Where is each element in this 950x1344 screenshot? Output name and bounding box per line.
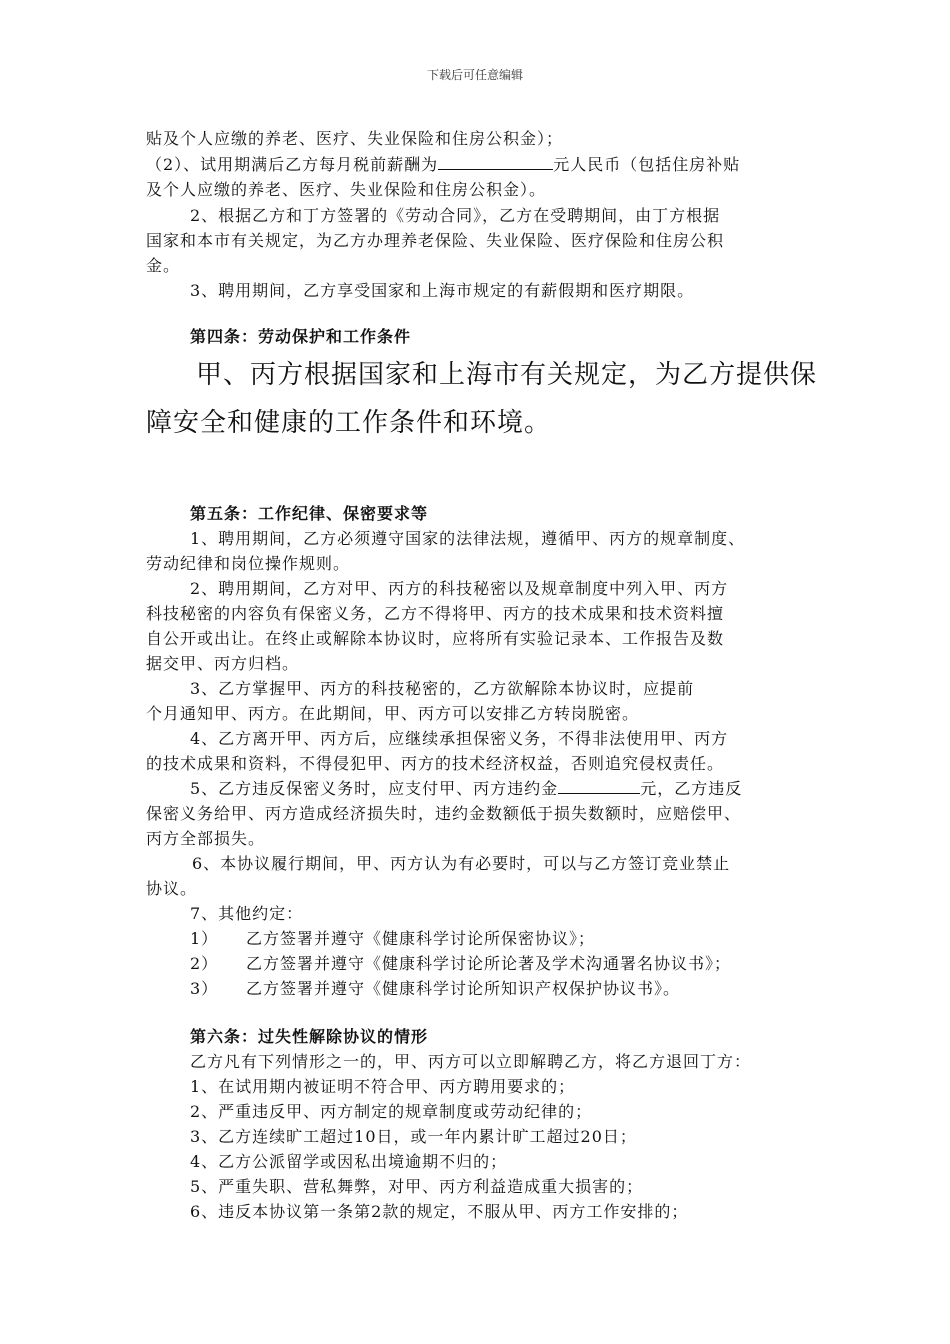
text-line: 7、其他约定： <box>190 904 304 923</box>
penalty-blank <box>558 779 640 794</box>
text-line: 贴及个人应缴的养老、医疗、失业保险和住房公积金）； <box>146 129 564 148</box>
text-line: 劳动纪律和岗位操作规则。 <box>146 554 351 573</box>
list-number: 1） <box>190 929 219 948</box>
text-line: 3、乙方掌握甲、丙方的科技秘密的，乙方欲解除本协议时，应提前 <box>190 679 695 698</box>
text-line: 保密义务给甲、丙方造成经济损失时，违约金数额低于损失数额时，应赔偿甲、 <box>146 804 742 823</box>
text-segment: 5、乙方违反保密义务时，应支付甲、丙方违约金 <box>190 779 559 798</box>
text-line: 的技术成果和资料，不得侵犯甲、丙方的技术经济权益，否则追究侵权责任。 <box>146 754 725 773</box>
text-line: 6、本协议履行期间，甲、丙方认为有必要时，可以与乙方签订竞业禁止 <box>192 854 731 873</box>
text-line: 科技秘密的内容负有保密义务，乙方不得将甲、丙方的技术成果和技术资料擅 <box>146 604 725 623</box>
text-line: 5、严重失职、营私舞弊，对甲、丙方利益造成重大损害的； <box>190 1177 644 1196</box>
list-item: 乙方签署并遵守《健康科学讨论所保密协议》； <box>246 929 596 948</box>
list-number: 2） <box>190 954 219 973</box>
text-line: 4、乙方离开甲、丙方后，应继续承担保密义务，不得非法使用甲、丙方 <box>190 729 729 748</box>
page-header: 下载后可任意编辑 <box>426 68 523 82</box>
text-line: 金。 <box>146 256 181 275</box>
text-line: 2、聘用期间，乙方对甲、丙方的科技秘密以及规章制度中列入甲、丙方 <box>190 579 729 598</box>
section-heading-6: 第六条：过失性解除协议的情形 <box>190 1027 429 1046</box>
text-line: 3、乙方连续旷工超过10日，或一年内累计旷工超过20日； <box>190 1127 637 1146</box>
list-item: 乙方签署并遵守《健康科学讨论所论著及学术沟通署名协议书》； <box>246 954 732 973</box>
large-text-line: 障安全和健康的工作条件和环境。 <box>146 408 552 438</box>
text-line: 6、违反本协议第一条第2款的规定，不服从甲、丙方工作安排的； <box>190 1202 689 1221</box>
text-line: 据交甲、丙方归档。 <box>146 654 300 673</box>
text-line <box>146 152 740 175</box>
text-line: 4、乙方公派留学或因私出境逾期不归的； <box>190 1152 508 1171</box>
text-segment: 元人民币（包括住房补贴 <box>553 155 741 174</box>
text-line: 自公开或出让。在终止或解除本协议时，应将所有实验记录本、工作报告及数 <box>146 629 725 648</box>
text-line: 个月通知甲、丙方。在此期间，甲、丙方可以安排乙方转岗脱密。 <box>146 704 640 723</box>
text-line: 1、在试用期内被证明不符合甲、丙方聘用要求的； <box>190 1077 576 1096</box>
text-line: 及个人应缴的养老、医疗、失业保险和住房公积金）。 <box>146 180 547 199</box>
section-heading-4: 第四条：劳动保护和工作条件 <box>190 327 412 346</box>
text-line <box>190 776 742 799</box>
text-line: 2、根据乙方和丁方签署的《劳动合同》，乙方在受聘期间，由丁方根据 <box>190 206 721 225</box>
text-line: 1、聘用期间，乙方必须遵守国家的法律法规，遵循甲、丙方的规章制度、 <box>190 529 746 548</box>
text-segment: （2）、试用期满后乙方每月税前薪酬为 <box>146 155 439 174</box>
text-line: 丙方全部损失。 <box>146 829 266 848</box>
list-number: 3） <box>190 979 219 998</box>
salary-blank <box>438 155 553 170</box>
text-line: 国家和本市有关规定，为乙方办理养老保险、失业保险、医疗保险和住房公积 <box>146 231 725 250</box>
text-line: 协议。 <box>146 879 198 898</box>
text-line: 3、聘用期间，乙方享受国家和上海市规定的有薪假期和医疗期限。 <box>190 281 695 300</box>
section-heading-5: 第五条：工作纪律、保密要求等 <box>190 504 429 523</box>
list-item: 乙方签署并遵守《健康科学讨论所知识产权保护协议书》。 <box>246 979 681 998</box>
large-text-line: 甲、丙方根据国家和上海市有关规定，为乙方提供保 <box>196 360 818 390</box>
text-line: 乙方凡有下列情形之一的，甲、丙方可以立即解聘乙方，将乙方退回丁方： <box>190 1052 752 1071</box>
text-line: 2、严重违反甲、丙方制定的规章制度或劳动纪律的； <box>190 1102 593 1121</box>
text-segment: 元，乙方违反 <box>640 779 743 798</box>
